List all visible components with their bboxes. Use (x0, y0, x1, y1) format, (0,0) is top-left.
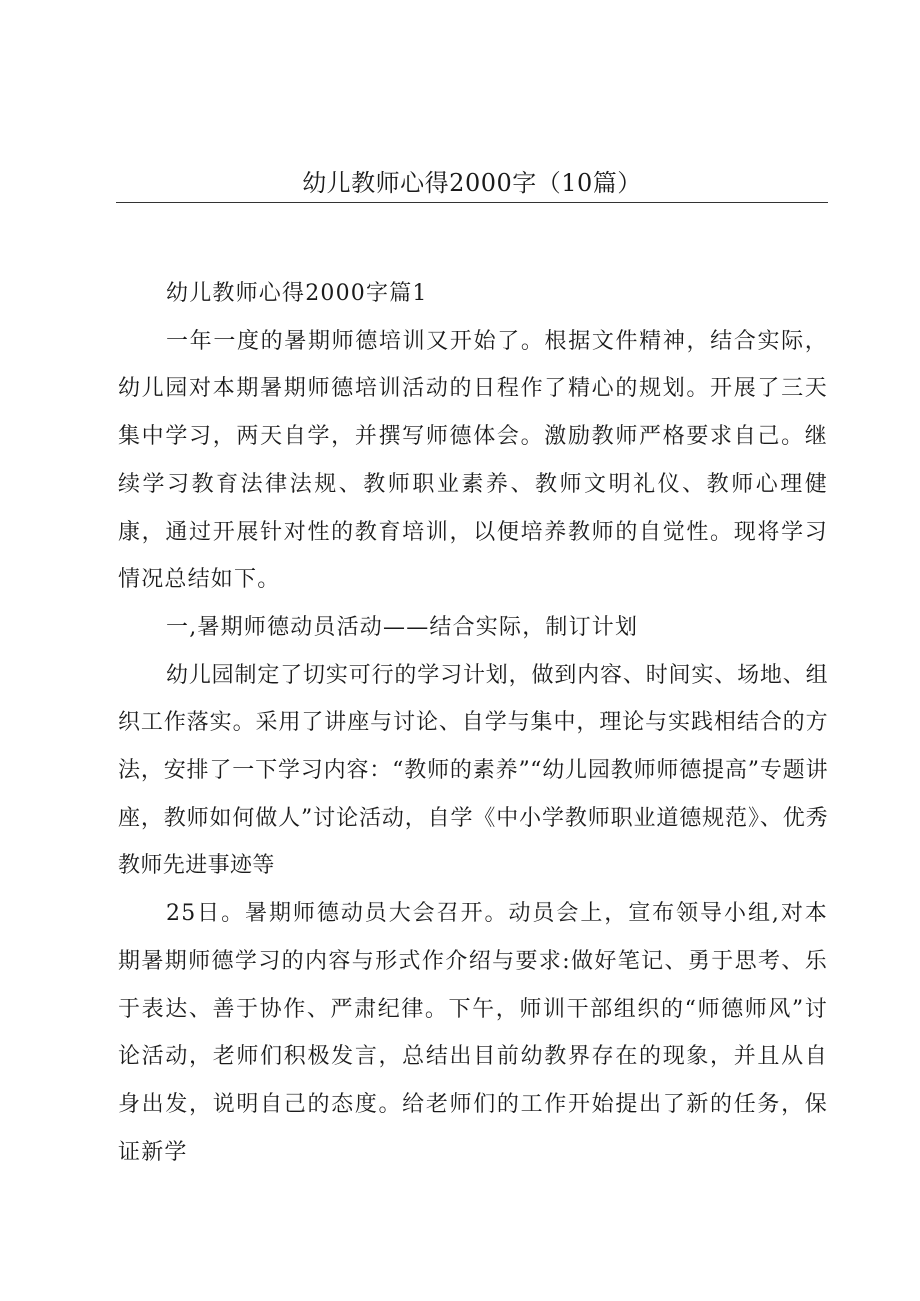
document-title: 幼儿教师心得2000字（10篇） (302, 169, 642, 197)
paragraph-plan: 幼儿园制定了切实可行的学习计划，做到内容、时间实、场地、组织工作落实。采用了讲座与讨论、自学与集中，理论与实践相结合的方法，安排了一下学习内容：“教师的素养”“幼儿园教师师德提高”专题讲座，教师如何做人”讨论活动，自学《中小学教师职业道德规范》、优秀教师先进事迹等 (118, 662, 828, 879)
title-underline (116, 202, 828, 203)
subheading-mobilization: 一,暑期师德动员活动——结合实际，制订计划 (166, 614, 639, 640)
paragraph-intro: 一年一度的暑期师德培训又开始了。根据文件精神，结合实际，幼儿园对本期暑期师德培训活动的日程作了精心的规划。开展了三天集中学习，两天自学，并撰写师德体会。激励教师严格要求自己。继续学习教育法律法规、教师职业素养、教师文明礼仪、教师心理健康，通过开展针对性的教育培训，以便培养教师的自觉性。现将学习情况总结如下。 (118, 328, 828, 593)
paragraph-meeting: 25日。暑期师德动员大会召开。动员会上，宣布领导小组,对本期暑期师德学习的内容与形式作介绍与要求:做好笔记、勇于思考、乐于表达、善于协作、严肃纪律。下午，师训干部组织的“师德师风”讨论活动，老师们积极发言，总结出目前幼教界存在的现象，并且从自身出发，说明自己的态度。给老师们的工作开始提出了新的任务，保证新学 (118, 901, 828, 1165)
section-heading: 幼儿教师心得2000字篇1 (166, 281, 428, 306)
document-body (118, 270, 828, 1176)
